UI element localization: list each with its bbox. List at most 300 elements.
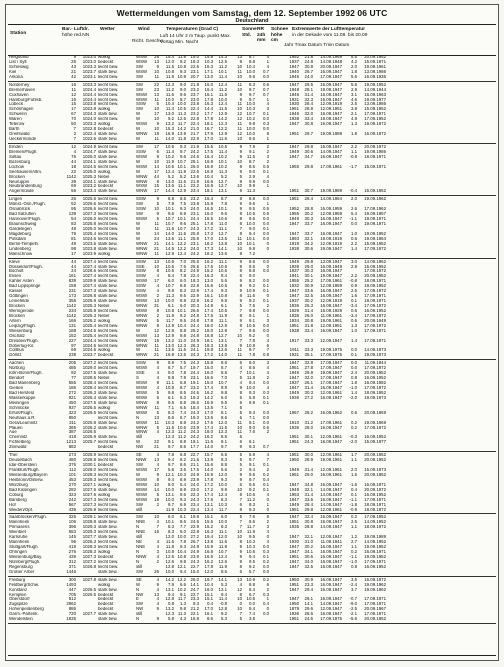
taupunkt: 23.8 [190,101,199,107]
temp-max: 14.0 [204,467,213,472]
temp-2m: 9.3 [179,68,186,74]
temp-2m: 12.2 [177,576,186,582]
extrem-tmin: 2.2 [350,143,357,149]
extrem-tmin-datum: 16.09.1952 [364,563,386,569]
extrem-tmin-datum: 20.09.1952 [364,54,386,59]
wetter: leicht bew. [98,217,119,222]
station-hoehe: 323 [68,491,76,497]
taupunkt: 21.6 [190,457,199,463]
niederschlag: 0.5 [262,211,269,217]
temp-2m: 12.3 [177,342,186,348]
wind-richtung: WSW [136,496,148,502]
extrem-tmax: 29.8 [304,143,313,149]
temp-min: 9.5 [220,399,227,405]
station-hoehe: 97 [71,342,76,348]
extrem-jahr: 1930 [289,539,299,545]
extrem-tmax: 30.1 [304,273,313,279]
taupunkt: 22.9 [190,136,199,141]
temp-max: 17.6 [204,419,213,425]
station-name: Brocken [9,174,25,179]
extrem-tmax-datum: 14.09.1947 [320,524,342,530]
taupunkt: 22.4 [190,506,199,512]
extrem-tmax: 30.9 [304,283,313,289]
station-hoehe: 44 [71,258,76,264]
taupunkt: 22.1 [190,611,199,617]
taupunkt: 26.6 [190,399,199,405]
sonne: 2.9 [248,173,255,179]
extrem-tmin-datum: 11.09.1944 [364,360,386,366]
temp-min: 7.0 [220,375,227,381]
temp-nacht: 12 [237,111,242,117]
station-name: Neubrandenburg [9,184,42,189]
luftdruck: 1027.3 [82,288,96,294]
temp-max: 15.6 [204,283,213,289]
wind-geschw: 10 [154,106,159,112]
wetter: leicht bew. [98,559,119,564]
wetter: wolkig [98,318,111,323]
luftdruck: 1027.2 [82,360,96,366]
temp-14uhr: 10.0 [165,486,174,492]
wetter: stark bew. [98,395,118,400]
temp-min: -0.8 [219,601,227,607]
extrem-tmin-datum: 18.09.1971 [364,153,386,159]
col-temperaturen-sub: Luft 14 Uhr 2 m Taup. punkt Max. Vortag Min. Nacht [160,34,231,45]
niederschlag: 0.4 [262,601,269,607]
taupunkt: 23.9 [190,424,199,430]
extrem-tmin-datum: 19.09.1952 [364,283,386,289]
station-hoehe: 16 [71,96,76,102]
extrem-tmin: 2.1 [350,111,357,117]
taupunkt: 24.0 [190,481,199,487]
extrem-tmin: 1.4 [350,389,357,395]
extrem-tmax-datum: 16.09.1959 [320,206,342,212]
extrem-tmin: 2.2 [350,273,357,279]
extrem-tmax-datum: 19.09.1919 [320,235,342,241]
station-name: Idar-Oberstein [9,463,37,468]
temp-2m: 1.3 [179,601,186,607]
temp-14uhr: 11.7 [165,317,174,323]
temp-14uhr: 15.4 [165,54,174,59]
temp-14uhr: 12.3 [165,81,174,87]
taupunkt: 13.6 [190,173,199,179]
extrem-tmin-datum: 20.09.1952 [364,452,386,458]
niederschlag: 0.0 [262,196,269,202]
wind-geschw: 4 [156,519,159,525]
luftdruck: 1025.9 [82,434,96,440]
extrem-tmax: 32.1 [304,534,313,540]
extrem-tmin: 1.0 [350,327,357,333]
wind-richtung: WNW [136,245,148,251]
col-sonne: Sonne Std. [242,27,257,38]
extrem-tmax-datum: 12.09.1961 [320,467,342,472]
taupunkt: 19.3 [190,414,199,420]
temp-max: 13.0 [204,73,213,79]
sonne: 9.5 [248,206,255,212]
luftdruck: 1024.6 [82,235,96,241]
wind-geschw: 13 [154,414,159,420]
sonne: 11.8 [246,375,255,381]
temp-2m: 14.2 [177,126,186,132]
station-hoehe: 15 [71,101,76,107]
temp-min: 12.4 [218,553,227,559]
extrem-jahr: 1938 [289,245,299,251]
extrem-tmax-datum: 12.09.1919 [320,298,342,304]
luftdruck: 1027.3 [82,496,96,502]
wind-geschw: 8 [156,268,159,274]
temp-14uhr: 12.6 [165,558,174,564]
luftdruck: 1024.6 [82,347,96,353]
station-hoehe: 325 [68,514,76,520]
temp-max: 15.0 [204,365,213,371]
extrem-jahr: 1939 [289,263,299,269]
wetter: Nebel [98,313,110,318]
sonne: 10.0 [246,126,255,132]
taupunkt: 24.8 [190,312,199,318]
temp-min: 12.0 [218,419,227,425]
temp-max: 17.8 [204,476,213,482]
taupunkt: 19.3 [190,394,199,400]
extrem-tmax: 30.8 [304,317,313,323]
luftdruck: 1023.1 [82,73,96,79]
wind-geschw: 31 [154,303,159,308]
niederschlag: 7 [266,457,269,463]
luftdruck: 1025.3 [82,173,96,179]
wind-richtung: WSW [136,153,148,159]
luftdruck: 1026.9 [82,298,96,304]
taupunkt: 20.7 [190,73,199,79]
wind-geschw: 11 [154,250,159,256]
extrem-tmin-datum: 19.09.1962 [364,196,386,202]
col-extremwerte-sub: in der Dekade vom 11.09. bis 20.09 [292,33,368,38]
extrem-tmin-datum: 19.09.1973 [364,352,386,358]
luftdruck: 1027.7 [82,534,96,540]
taupunkt: 23.2 [190,111,199,117]
taupunkt: 26.3 [190,342,199,348]
temp-14uhr: 8.3 [167,529,174,535]
temp-2m: 6.0 [179,529,186,535]
extrem-tmax-datum: 16.09.1947 [320,268,342,274]
wind-richtung: WSW [136,409,148,415]
wind-richtung: SW [136,501,143,507]
temp-nacht: 12 [237,131,242,137]
temp-2m: 10.3 [177,506,186,512]
temp-nacht: 10 [237,240,242,246]
temp-14uhr: 11.3 [165,293,174,299]
temp-14uhr: 5.6 [167,467,174,472]
temp-max: 17.0 [204,136,213,141]
extrem-tmin: 4.2 [350,58,357,64]
extrem-tmax-datum: 12.09.1947 [320,606,342,612]
luftdruck: 1022.6 [82,136,96,141]
temp-max: 18.3 [204,342,213,348]
temp-2m: 10.2 [177,586,186,592]
taupunkt: 24.9 [190,549,199,554]
wind-geschw: 6 [156,148,159,154]
temp-2m: 8.2 [179,268,186,274]
wind-richtung: SW [136,514,143,520]
temp-min: 11.9 [218,312,227,318]
temp-2m: 10.8 [177,553,186,559]
sonne: 9.0 [248,225,255,231]
extrem-tmax: 29.0 [304,471,313,477]
extrem-tmin: 0.1 [350,491,357,497]
temp-14uhr: 10.0 [165,568,174,574]
sonne: 7.4 [248,611,255,617]
niederschlag: 6 [266,342,269,348]
wetter: wolkig [98,251,111,256]
extrem-tmin: 0.2 [350,514,357,520]
temp-nacht: 8 [239,211,242,217]
station-hoehe: 311 [69,419,76,425]
station-name: Zinnwald [9,445,27,450]
wind-richtung: NNW [136,457,147,463]
temp-max: 16.9 [204,471,213,477]
extrem-jahr: 1948 [289,86,299,92]
luftdruck: 1028.8 [82,457,96,463]
sonne: 9.7 [248,476,255,482]
luftdruck: 1026.5 [82,404,96,410]
taupunkt: 24.0 [190,245,199,251]
sonne: 9.5 [248,263,255,269]
wind-geschw: 4 [156,462,159,468]
niederschlag: 3 [266,360,269,366]
sonne: 9.6 [248,216,255,222]
wind-geschw: 9 [156,360,159,366]
extrem-tmax-datum: 11.09.1961 [320,312,342,318]
temp-14uhr: 10.0 [165,298,174,304]
extrem-tmin: 0.6 [350,409,357,415]
taupunkt: 22.8 [190,529,199,535]
wind-geschw: 10 [154,206,159,212]
extrem-jahr: 1919 [289,240,299,246]
sonne: 10.5 [246,211,255,217]
extrem-jahr: 1947 [289,293,299,299]
extrem-tmax: 31.4 [304,91,313,97]
wind-geschw: 17 [154,188,159,194]
taupunkt: 23.9 [190,476,199,482]
extrem-tmax-datum: 16.09.1947 [320,596,342,602]
extrem-tmin-datum: 20.09.1972 [364,486,386,492]
wetter: bedeckt [98,463,114,468]
extrem-tmin-datum: 14.09.1952 [364,539,386,545]
temp-nacht: 11 [237,235,242,241]
temp-14uhr: 12.3 [165,434,174,440]
extrem-tmax: 31.2 [304,419,313,425]
temp-nacht: 5 [239,394,242,400]
temp-2m: 9.3 [179,544,186,550]
wetter: bedeckt [98,554,114,559]
wind-geschw: 18 [154,131,159,137]
temp-2m: 7.9 [179,375,186,381]
temp-nacht: 10 [237,332,242,338]
temp-nacht: 7 [239,611,242,617]
extrem-tmin: -0.4 [349,188,357,194]
extrem-jahr: 1937 [289,58,299,64]
temp-min: 10.5 [218,143,227,149]
extrem-tmax-datum: 19.09.1961 [320,317,342,323]
temp-max: 15.1 [204,591,213,597]
extrem-jahr: 1947 [289,230,299,236]
col-rr: RR 24h mm [257,27,266,44]
station-name: Bremerhaven [9,87,36,92]
extrem-tmin: -2.4 [349,581,357,587]
luftdruck: 1028.0 [82,467,96,472]
temp-min: 11.5 [218,106,227,112]
extrem-jahr: 1951 [289,434,299,440]
station-name: Schönhagen [9,107,34,112]
temp-2m: 9.3 [179,143,186,149]
wetter: wolkig [98,55,111,59]
extrem-tmax: 30.2 [304,298,313,304]
extrem-tmax: 33.3 [304,347,313,353]
taupunkt: 24.2 [190,434,199,440]
temp-2m: 9.6 [179,221,186,226]
temp-max: 15.5 [204,143,213,149]
wetter: stark bew. [98,577,118,582]
wind-geschw: 13 [154,258,159,264]
extrem-tmin: 2.6 [350,206,357,212]
wetter: Nebel [98,304,110,308]
luftdruck: 1023.8 [82,245,96,251]
niederschlag: 0 [266,496,269,502]
wind-geschw: 13 [154,591,159,597]
temp-min: 13.1 [218,337,227,343]
extrem-tmin: 0.1 [350,298,357,304]
extrem-tmax: 32.5 [304,293,313,299]
extrem-tmax-datum: 14.09.1947 [320,501,342,507]
taupunkt: 24.1 [190,347,199,353]
wind-geschw: 24 [154,235,159,241]
extrem-tmin-datum: 19.09.1973 [364,394,386,400]
temp-14uhr: 8.6 [167,414,174,420]
temp-14uhr: 11.6 [165,539,174,545]
luftdruck: 1029.0 [82,365,96,371]
station-name: Fichtelberg [9,440,31,445]
temp-nacht: 10 [237,606,242,612]
luftdruck: 1023.7 [82,352,96,358]
temp-nacht: 10 [237,424,242,430]
wetter: leicht bew. [98,117,119,122]
wind-geschw: 4 [156,288,159,294]
wetter: leicht bew. [98,507,119,512]
wind-richtung: WSW [136,121,148,127]
taupunkt: 15.0 [190,568,199,574]
wind-geschw: 3 [156,549,159,554]
temp-14uhr: 0.8 [167,601,174,607]
wind-geschw: 9 [156,471,159,477]
extrem-tmin: -1.0 [349,385,357,390]
temp-2m: 6.5 [179,404,186,410]
temp-nacht: 10 [237,63,242,69]
station-name: Bad Hersfeld [9,390,35,395]
wind-richtung: WSW [136,491,148,497]
temp-14uhr: 10.8 [165,549,174,554]
temp-nacht: 9 [239,91,242,97]
extrem-tmin-datum: 16.09.1972 [364,576,386,582]
temp-14uhr: 7.9 [167,201,174,207]
niederschlag: 0.1 [262,394,269,400]
taupunkt: 16.9 [190,616,199,622]
station-hoehe: 43 [71,63,76,69]
sonne: 9.7 [248,347,255,353]
luftdruck: 1027.4 [82,283,96,289]
station-hoehe: 12 [71,143,76,149]
wetter: stark bew. [98,246,118,251]
niederschlag: 3 [266,524,269,530]
temp-14uhr: 9.7 [167,462,174,468]
temp-14uhr: 11.5 [165,63,174,69]
luftdruck: 1030.1 [82,462,96,468]
wetter: leicht bew. [98,164,119,169]
station-hoehe: 76 [71,153,76,159]
wind-richtung: SE [136,576,142,582]
wind-richtung: SW [136,201,143,207]
station-name: Nürburg [9,366,25,371]
station-hoehe: 720 [68,611,76,617]
temp-14uhr: 13.0 [165,342,174,348]
temp-14uhr: 9.1 [167,439,174,445]
luftdruck: 1026.6 [82,206,96,212]
extrem-tmax: 30.7 [304,188,313,194]
wind-richtung: WSW [136,163,148,169]
extrem-tmin: 5.4 [350,211,357,217]
luftdruck: 1024.5 [82,342,96,348]
temp-min: 8.7 [220,365,227,371]
niederschlag: 2 [266,148,269,154]
wetter: leicht bew. [98,64,119,69]
temp-max: 16.6 [204,375,213,381]
extrem-tmax-datum: 12.09.1961 [320,434,342,440]
niederschlag: 3 [266,317,269,323]
station-name: Arkona [9,74,23,79]
sonne: 10.6 [246,549,255,554]
temp-nacht: 11 [237,126,242,132]
temp-nacht: 4 [239,581,242,587]
sonne: 9.4 [248,380,255,386]
extrem-tmax-datum: 16.09.1947 [320,558,342,564]
station-hoehe: 2 [73,131,76,137]
extrem-tmax-datum: 16.09.1947 [320,96,342,102]
temp-min: 10.1 [218,206,227,212]
station-hoehe: 270 [68,481,76,487]
niederschlag: 0.5 [262,206,269,212]
temp-nacht: 7 [239,337,242,343]
temp-max: 16.3 [204,63,213,69]
niederschlag: 0.7 [262,444,269,450]
temp-14uhr: 10.6 [165,258,174,264]
station-hoehe: 419 [68,544,76,550]
wind-richtung: WSW [136,216,148,222]
temp-nacht: 8 [239,196,242,202]
extrem-tmax: 31.4 [304,307,313,313]
niederschlag: 2 [266,467,269,472]
temp-2m: 10.1 [177,307,186,313]
taupunkt: 25.1 [190,158,199,164]
extrem-tmin-datum: 16.09.1952 [364,188,386,194]
wetter: leicht bew. [98,212,119,217]
extrem-tmin-datum: 19.09.1962 [364,581,386,587]
extrem-tmax: 30.6 [304,148,313,154]
temp-min: 11.1 [218,529,227,535]
station-name: Zugspitze [9,602,28,607]
temp-2m: 7.8 [179,539,186,545]
temp-max: 16.8 [204,549,213,554]
station-hoehe: 18 [71,163,76,169]
temp-14uhr: 11.6 [165,225,174,231]
temp-nacht: 8 [239,563,242,569]
niederschlag: 2 [266,429,269,435]
taupunkt: 19.0 [190,54,199,59]
